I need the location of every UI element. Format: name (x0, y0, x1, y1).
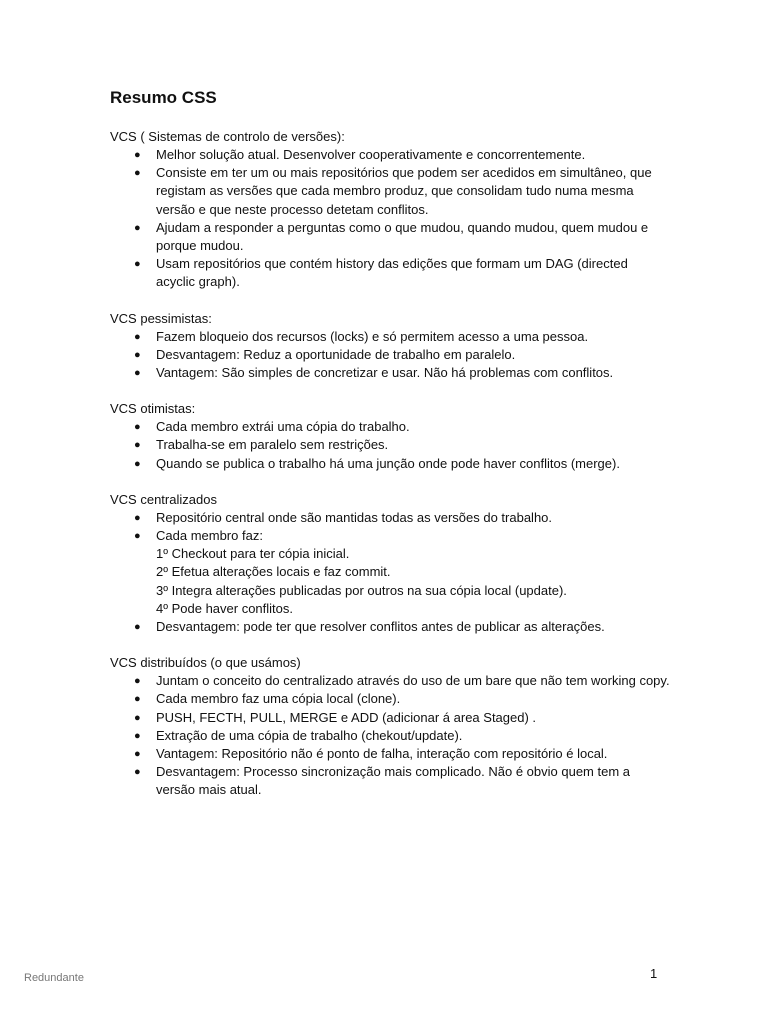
list-item (110, 618, 670, 636)
list-item-text: Vantagem: São simples de concretizar e usar. Não há problemas com conflitos. (156, 365, 614, 381)
bullet-list (110, 328, 670, 383)
list-item (110, 672, 670, 690)
bullet-icon: ● (134, 330, 141, 343)
list-item (110, 745, 670, 763)
section (110, 400, 670, 473)
bullet-icon: ● (134, 167, 141, 180)
bullet-icon: ● (134, 748, 141, 761)
bullet-icon: ● (134, 149, 141, 161)
bullet-icon: ● (134, 348, 141, 361)
bullet-icon: ● (134, 729, 141, 742)
list-item (110, 219, 670, 255)
list-item (110, 436, 670, 454)
list-item-text: 3º Integra alterações publicadas por outros na sua cópia local (update). (156, 582, 567, 598)
list-item (110, 146, 670, 164)
bullet-list (110, 672, 670, 799)
bullet-icon: ● (134, 367, 141, 380)
list-item-text: Cada membro faz: (156, 528, 263, 544)
section (110, 128, 670, 292)
bullet-icon: ● (134, 439, 141, 452)
bullet-icon: ● (134, 221, 141, 234)
section-heading: VCS otimistas: (110, 401, 196, 417)
section-heading: VCS distribuídos (o que usámos) (110, 655, 301, 671)
list-item-text: Quando se publica o trabalho há uma junção onde pode haver conflitos (merge). (156, 455, 620, 471)
list-item-text: Desvantagem: Reduz a oportunidade de trabalho em paralelo. (156, 346, 516, 362)
list-item (110, 727, 670, 745)
section-heading: VCS pessimistas: (110, 310, 212, 326)
section-heading: VCS ( Sistemas de controlo de versões): (110, 129, 345, 144)
list-item-text: Usam repositórios que contém history das edições que formam um DAG (directed acyclic graph). (156, 256, 628, 290)
bullet-icon: ● (134, 511, 141, 524)
list-item-text: PUSH, FECTH, PULL, MERGE e ADD (adicionar á area Staged) . (156, 709, 537, 725)
list-item (110, 255, 670, 291)
list-item-text: Vantagem: Repositório não é ponto de falha, interação com repositório é local. (156, 746, 608, 762)
document-title: Resumo CSS (110, 88, 217, 107)
list-item (110, 164, 670, 219)
list-item-text: Trabalha-se em paralelo sem restrições. (156, 437, 389, 453)
list-item (110, 364, 670, 382)
bullet-list (110, 418, 670, 473)
list-item (110, 346, 670, 364)
list-item-text: Cada membro faz uma cópia local (clone). (156, 691, 401, 707)
list-item (110, 509, 670, 527)
list-item-text: Extração de uma cópia de trabalho (chekout/update). (156, 727, 463, 743)
list-item-text: 1º Checkout para ter cópia inicial. (156, 546, 350, 562)
footer-label: Redundante (24, 972, 84, 984)
bullet-icon: ● (134, 421, 141, 434)
list-item-text: Ajudam a responder a perguntas como o que mudou, quando mudou, quem mudou e porque mudou. (156, 219, 649, 254)
list-item (110, 690, 670, 708)
page-number: 1 (650, 966, 658, 981)
document-body (110, 86, 670, 818)
list-item (110, 418, 670, 436)
list-item-text: Consiste em ter um ou mais repositórios que podem ser acedidos em simultâneo, que registam as versões que cada membro produz, que consolidam tudo numa mesma versão e que neste processo detetam conflitos. (156, 165, 652, 217)
section (110, 491, 670, 636)
section (110, 654, 670, 799)
list-item-text: 2º Efetua alterações locais e faz commit. (156, 564, 391, 580)
list-item-text: Fazem bloqueio dos recursos (locks) e só permitem acesso a uma pessoa. (156, 328, 589, 344)
list-item-text: Desvantagem: pode ter que resolver conflitos antes de publicar as alterações. (156, 619, 605, 635)
list-item (110, 328, 670, 346)
bullet-icon: ● (134, 711, 141, 724)
section (110, 310, 670, 383)
sections-container (110, 128, 670, 800)
bullet-icon: ● (134, 766, 141, 779)
list-item (110, 709, 670, 727)
bullet-icon: ● (134, 675, 141, 688)
section-heading: VCS centralizados (110, 491, 217, 507)
bullet-list (110, 146, 670, 292)
bullet-list (110, 509, 670, 636)
bullet-icon: ● (134, 258, 141, 271)
list-item-text: Juntam o conceito do centralizado através do uso de um bare que não tem working copy. (156, 673, 670, 689)
bullet-icon: ● (134, 457, 141, 470)
list-item-text: Cada membro extrái uma cópia do trabalho. (156, 419, 410, 435)
bullet-icon: ● (134, 530, 141, 543)
list-item-text: Melhor solução atual. Desenvolver cooperativamente e concorrentemente. (156, 147, 586, 162)
bullet-icon: ● (134, 693, 141, 706)
list-item (110, 763, 670, 799)
list-item-text: 4º Pode haver conflitos. (156, 600, 293, 616)
list-item-text: Desvantagem: Processo sincronização mais complicado. Não é obvio quem tem a versão mais atual. (156, 764, 631, 798)
list-item (110, 455, 670, 473)
list-item-text: Repositório central onde são mantidas todas as versões do trabalho. (156, 509, 553, 525)
list-item (110, 527, 670, 618)
bullet-icon: ● (134, 621, 141, 634)
